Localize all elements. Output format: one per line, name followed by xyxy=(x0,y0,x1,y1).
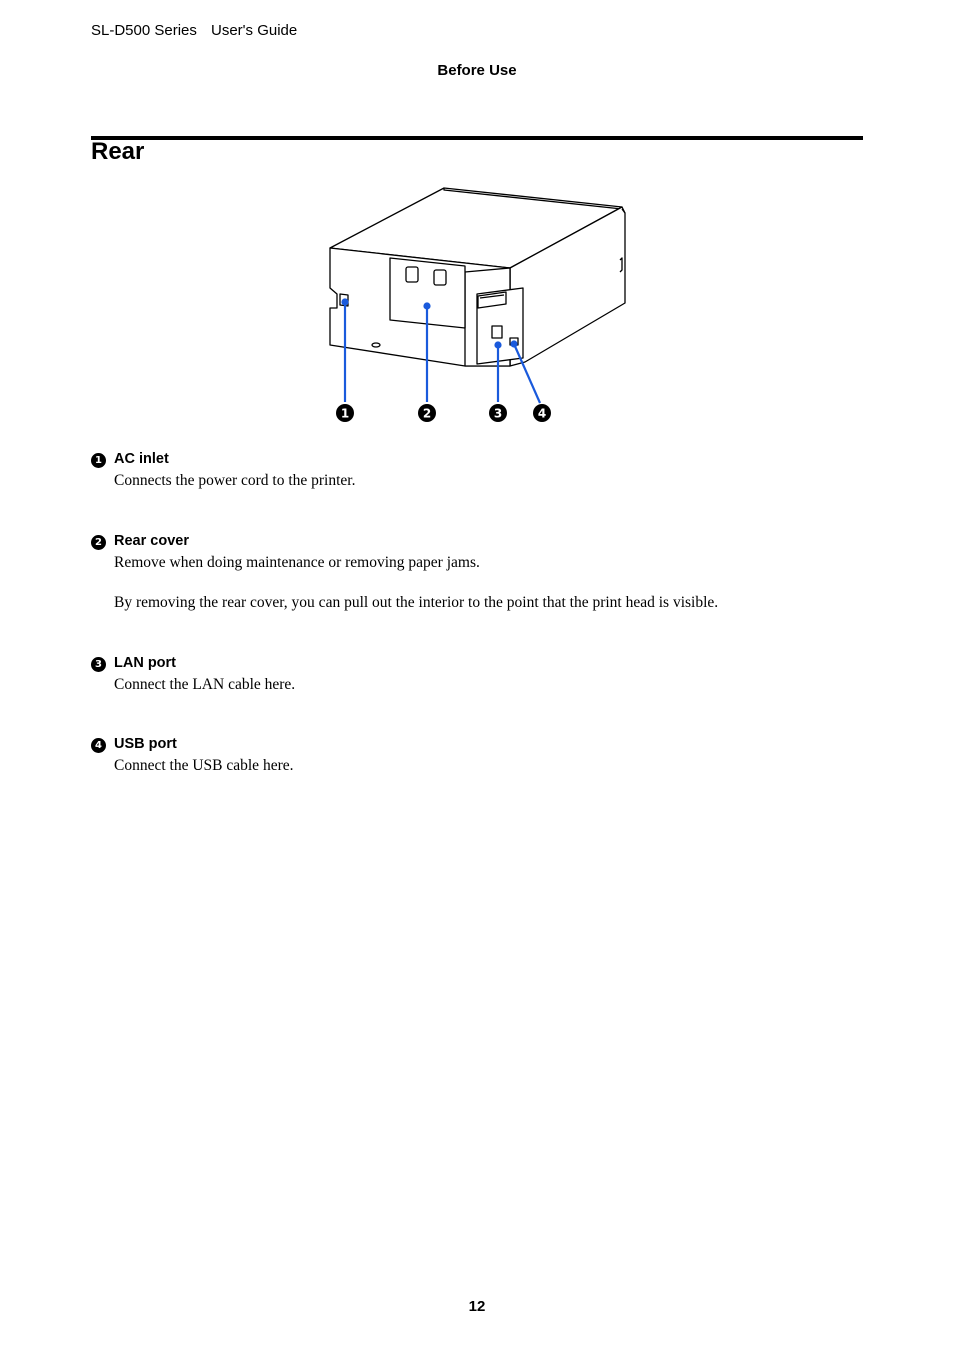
callout-1-number: 1 xyxy=(340,406,350,421)
header-guide-name: User's Guide xyxy=(211,22,298,39)
item-label: USB port xyxy=(114,736,177,752)
callout-3-number: 3 xyxy=(493,406,503,421)
item-ac-inlet xyxy=(91,451,355,491)
item-label: Rear cover xyxy=(114,533,189,549)
callout-1-marker xyxy=(336,404,354,422)
item-label: AC inlet xyxy=(114,451,169,467)
header-product-name: SL-D500 Series xyxy=(91,22,197,39)
item-rear-cover xyxy=(91,533,718,613)
item-lan-port xyxy=(91,655,295,695)
item-number-badge: 3 xyxy=(91,657,106,672)
item-number-badge: 1 xyxy=(91,453,106,468)
header-section-title: Before Use xyxy=(437,62,517,79)
callout-2-marker xyxy=(418,404,436,422)
callout-4-number: 4 xyxy=(537,406,547,421)
printer-rear-figure xyxy=(320,180,640,430)
item-number-badge: 4 xyxy=(91,738,106,753)
item-description: Connects the power cord to the printer. xyxy=(114,472,356,489)
item-description: Connect the LAN cable here. xyxy=(114,676,296,693)
callout-2-number: 2 xyxy=(422,406,432,421)
printer-rear-illustration xyxy=(320,180,640,430)
callout-4-marker xyxy=(533,404,551,422)
callout-3-marker xyxy=(489,404,507,422)
item-label: LAN port xyxy=(114,655,177,671)
item-usb-port xyxy=(91,736,293,776)
item-number-badge: 2 xyxy=(91,535,106,550)
item-description: Remove when doing maintenance or removing paper jams. xyxy=(114,554,480,571)
item-description-note: By removing the rear cover, you can pull out the interior to the point that the print head is visible. xyxy=(114,594,719,611)
item-description: Connect the USB cable here. xyxy=(114,757,294,774)
page-title: Rear xyxy=(91,138,145,165)
title-rule xyxy=(91,136,863,140)
page-number: 12 xyxy=(468,1298,486,1315)
